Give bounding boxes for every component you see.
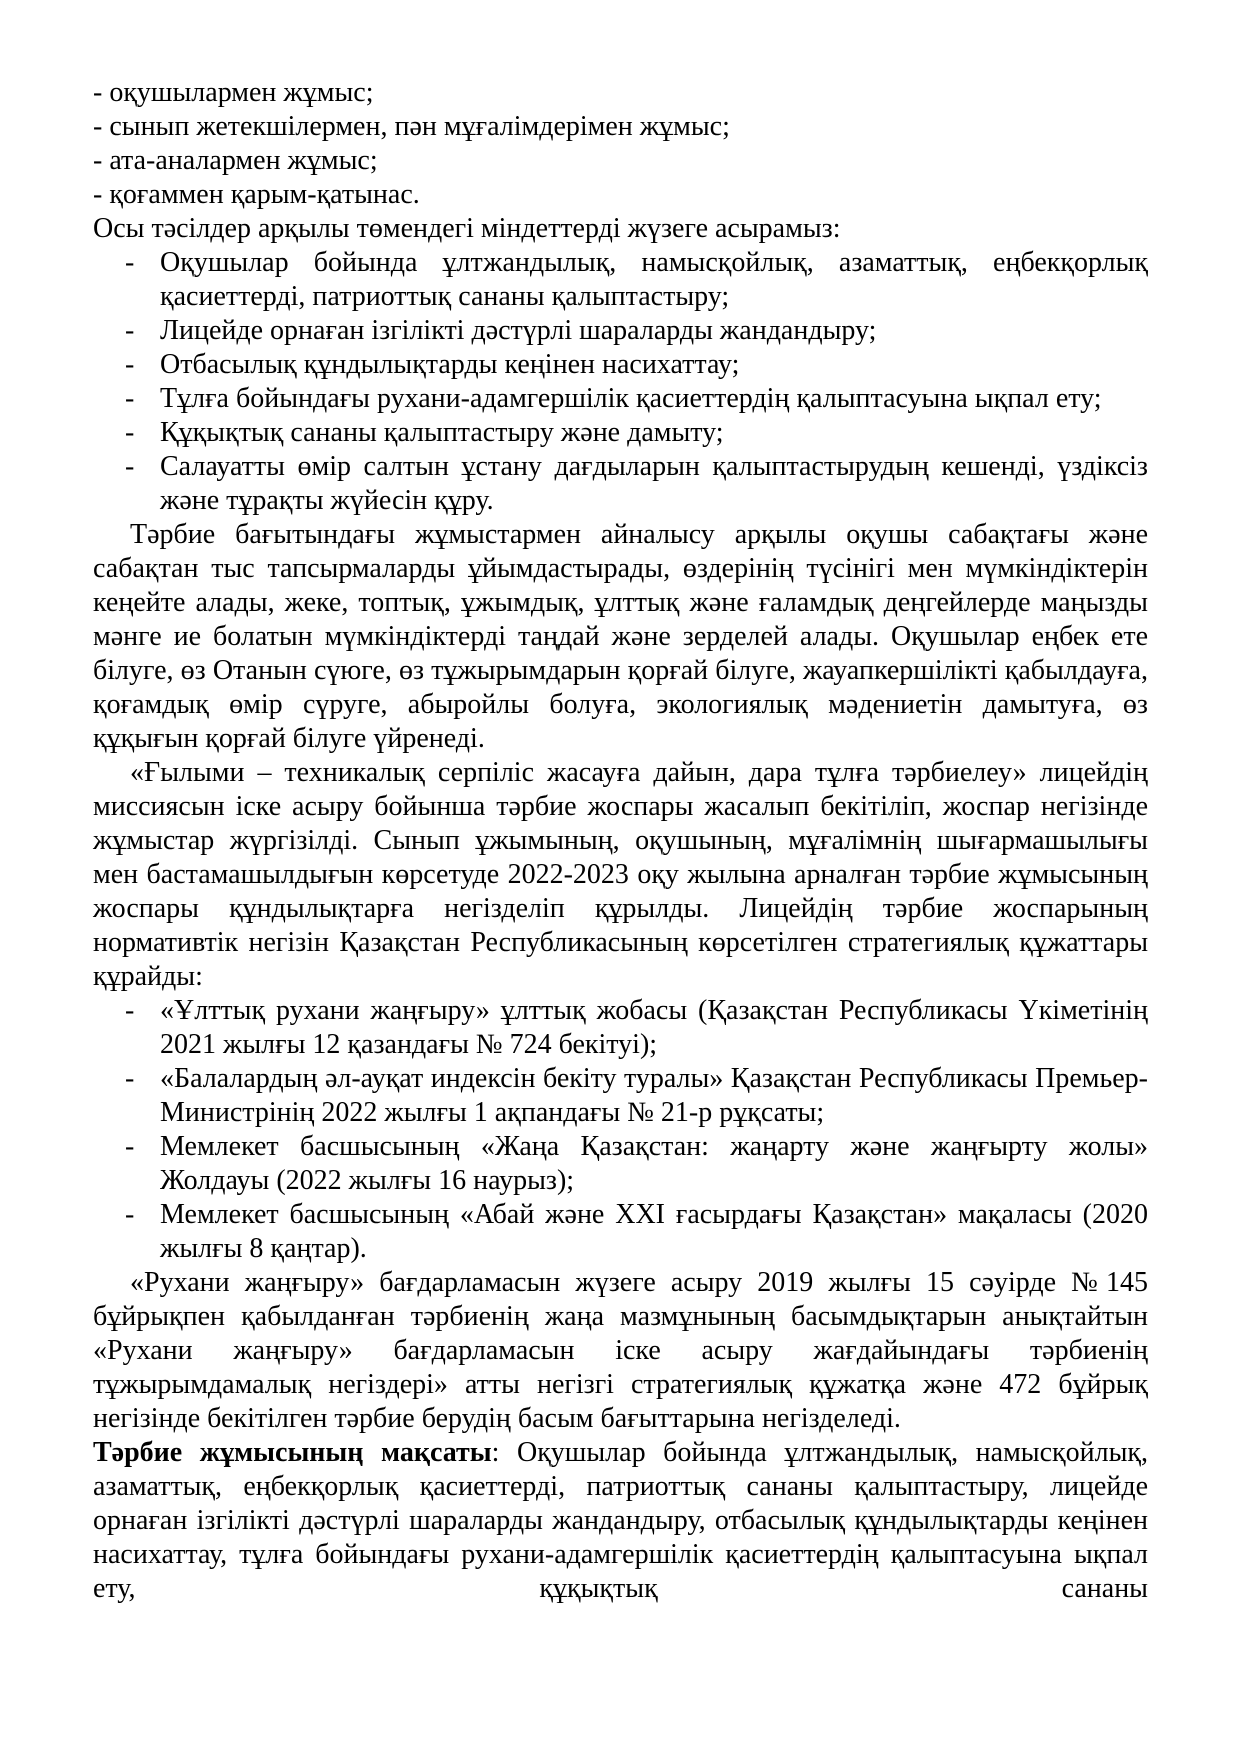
list-item-text: Отбасылық құндылықтарды кеңінен насихаттау; [160,349,740,380]
list-item-text: «Ұлттық рухани жаңғыру» ұлттық жобасы (Қазақстан Республикасы Үкіметінің 2021 жылғы 12 қазандағы № 724 бекітуі); [160,995,1148,1060]
intro-line-tasks-heading: Осы тәсілдер арқылы төмендегі міндеттерді жүзеге асырамыз: [93,213,841,244]
goal-paragraph [93,1436,1148,1606]
list-item [93,382,1148,416]
goal-text: Оқушылар бойында ұлтжандылық, намысқойлық, азаматтық, еңбекқорлық қасиеттерді, патриоттық сананы қалыптастыру, лицейде орнаған ізгілікті дәстүрлі шараларды жандандыру, отбасылық құндылықтарды кеңінен насихаттау, тұлға бойындағы рухани-адамгершілік қасиеттердің қалыптасуына ықпал ету, құқықтық сананы [93,1437,1149,1604]
intro-line-society: - қоғаммен қарым-қатынас. [93,179,420,210]
dash-marker: - [125,1131,135,1162]
goal-separator: : [491,1437,517,1468]
list-item [93,450,1148,518]
list-item [93,1130,1148,1198]
dash-marker: - [125,383,135,414]
dash-marker: - [125,1063,135,1094]
list-item-text: Салауатты өмір салтын ұстану дағдыларын қалыптастырудың кешенді, үздіксіз және тұрақты жүйесін құру. [160,451,1148,516]
dash-marker: - [125,995,135,1026]
dash-marker: - [125,315,135,346]
paragraph-lyceum-mission: «Ғылыми – техникалық серпіліс жасауға дайын, дара тұлға тәрбиелеу» лицейдің миссиясын іске асыру бойынша тәрбие жоспары жасалып бекітіліп, жоспар негізінде жұмыстар жүргізілді. Сынып ұжымының, оқушының, мұғалімнің шығармашылығы мен бастамашылдығын көрсетуде 2022-2023 оқу жылына арналған тәрбие жұмысының жоспары құндылықтарға негізделіп құрылды. Лицейдің тәрбие жоспарының нормативтік негізін Қазақстан Республикасының көрсетілген стратегиялық құжаттары құрайды: [93,757,1148,992]
tasks-list [93,246,1148,518]
list-item-text: Құқықтық сананы қалыптастыру және дамыту; [160,417,724,448]
dash-marker: - [125,349,135,380]
intro-line-parents: - ата-аналармен жұмыс; [93,145,378,176]
list-item [93,994,1148,1062]
list-item-text: Мемлекет басшысының «Жаңа Қазақстан: жаңарту және жаңғырту жолы» Жолдауы (2022 жылғы 16 наурыз); [160,1131,1148,1196]
list-item [93,1062,1148,1130]
dash-marker: - [125,1199,135,1230]
list-item-text: Оқушылар бойында ұлтжандылық, намысқойлық, азаматтық, еңбекқорлық қасиеттерді, патриоттық сананы қалыптастыру; [160,247,1148,312]
dash-marker: - [125,247,135,278]
list-item [93,314,1148,348]
dash-marker: - [125,417,135,448]
dash-marker: - [125,451,135,482]
paragraph-education-direction: Тәрбие бағытындағы жұмыстармен айналысу арқылы оқушы сабақтағы және сабақтан тыс тапсырмаларды ұйымдастырады, өздерінің түсінігі мен мүмкіндіктерін кеңейте алады, жеке, топтық, ұжымдық, ұлттық және ғаламдық деңгейлерде маңызды мәнге ие болатын мүмкіндіктерді таңдай және зерделей алады. Оқушылар еңбек ете білуге, өз Отанын сүюге, өз тұжырымдарын қорғай білуге, жауапкершілікті қабылдауға, қоғамдық өмір сүруге, абыройлы болуға, экологиялық мәдениетін дамытуға, өз құқығын қорғай білуге үйренеді. [93,519,1148,754]
goal-label: Тәрбие жұмысының мақсаты [93,1437,492,1468]
paragraph-rukhani-zhangyru: «Рухани жаңғыру» бағдарламасын жүзеге асыру 2019 жылғы 15 сәуірде №145 бұйрықпен қабылданған тәрбиенің жаңа мазмұнының басымдықтарын анықтайтын «Рухани жаңғыру» бағдарламасын іске асыру жағдайындағы тәрбиенің тұжырымдамалық негіздері» атты негізгі стратегиялық құжатқа және 472 бұйрық негізінде бекітілген тәрбие берудің басым бағыттарына негізделеді. [93,1267,1148,1434]
list-item-text: Лицейде орнаған ізгілікті дәстүрлі шараларды жандандыру; [160,315,877,346]
list-item-text: Мемлекет басшысының «Абай және XXI ғасырдағы Қазақстан» мақаласы (2020 жылғы 8 қаңтар). [160,1199,1148,1264]
list-item [93,1198,1148,1266]
strategic-documents-list [93,994,1148,1266]
list-item-text: Тұлға бойындағы рухани-адамгершілік қасиеттердің қалыптасуына ықпал ету; [160,383,1102,414]
intro-line-students: - оқушылармен жұмыс; [93,77,374,108]
list-item [93,416,1148,450]
list-item [93,246,1148,314]
list-item [93,348,1148,382]
intro-line-teachers: - сынып жетекшілермен, пән мұғалімдерімен жұмыс; [93,111,730,142]
list-item-text: «Балалардың әл-ауқат индексін бекіту туралы» Қазақстан Республикасы Премьер-Министрінің 2022 жылғы 1 ақпандағы № 21-р рұқсаты; [160,1063,1148,1128]
